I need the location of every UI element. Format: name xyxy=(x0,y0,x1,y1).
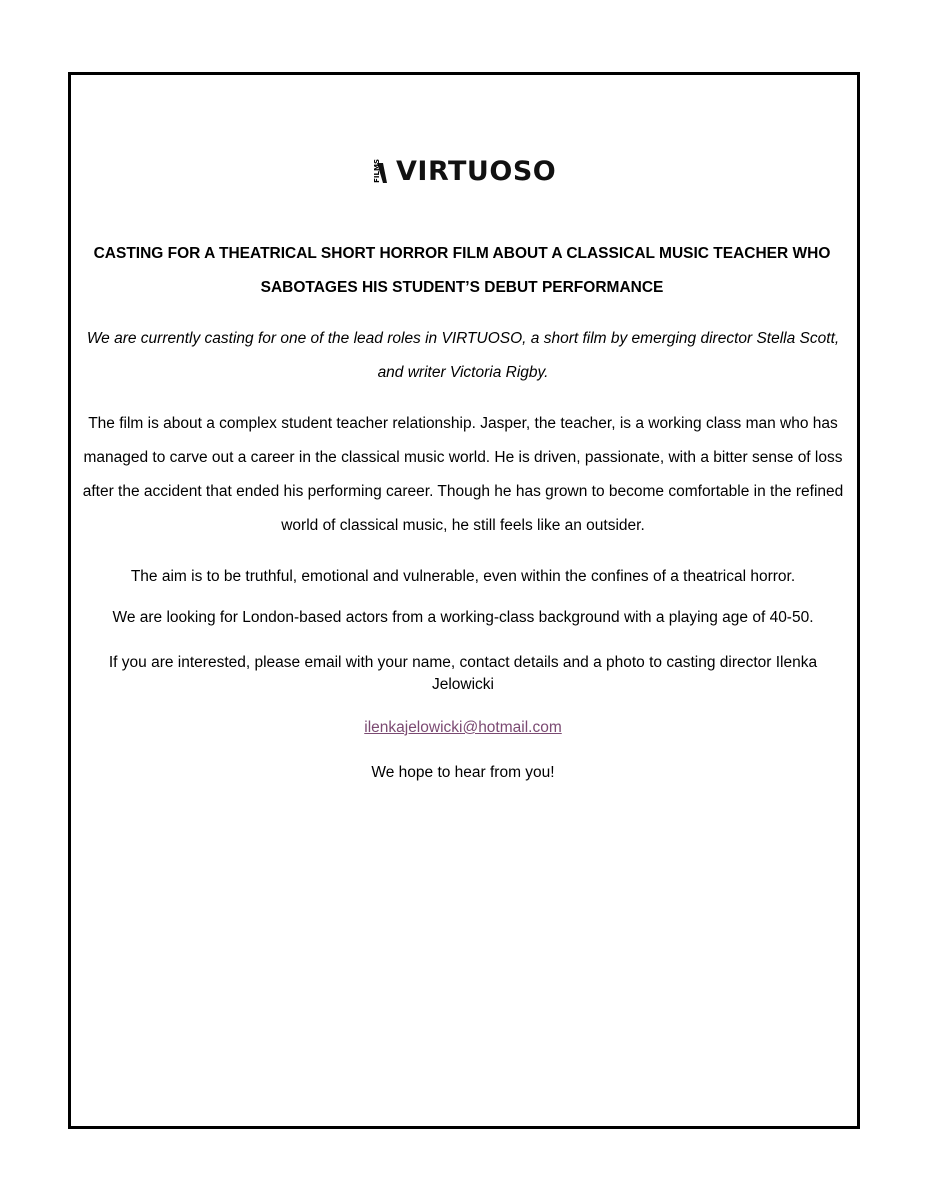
looking-for-paragraph: We are looking for London-based actors from a working-class background with a playing age of 40-50. xyxy=(112,609,814,626)
casting-headline xyxy=(86,237,838,305)
closing-line: We hope to hear from you! xyxy=(371,764,555,781)
virtuoso-logo xyxy=(374,152,556,192)
headline-line-2: SABOTAGES HIS STUDENT’S DEBUT PERFORMANCE xyxy=(260,279,664,296)
logo-wordmark: VIRTUOSO xyxy=(396,156,557,187)
email-line xyxy=(80,717,846,739)
aim-paragraph: The aim is to be truthful, emotional and vulnerable, even within the confines of a theatrical horror. xyxy=(130,568,796,585)
logo-films-mark xyxy=(374,157,394,187)
casting-email-link[interactable]: ilenkajelowicki@hotmail.com xyxy=(364,719,562,736)
page-border-frame xyxy=(68,72,860,1129)
intro-paragraph: We are currently casting for one of the lead roles in VIRTUOSO, a short film by emerging director Stella Scott, and writer Victoria Rigby. xyxy=(86,330,840,381)
headline-line-1: CASTING FOR A THEATRICAL SHORT HORROR FILM ABOUT A CLASSICAL MUSIC TEACHER WHO xyxy=(93,245,831,262)
interest-paragraph: If you are interested, please email with your name, contact details and a photo to casting director Ilenka Jelowicki xyxy=(108,654,818,693)
logo-films-text: FILMS xyxy=(373,159,381,183)
film-description-paragraph: The film is about a complex student teacher relationship. Jasper, the teacher, is a working class man who has managed to carve out a career in the classical music world. He is driven, passionate, with a bitter sense of loss after the accident that ended his performing career. Though he has grown to become comfortable in the refined world of classical music, he still feels like an outsider. xyxy=(82,415,844,534)
